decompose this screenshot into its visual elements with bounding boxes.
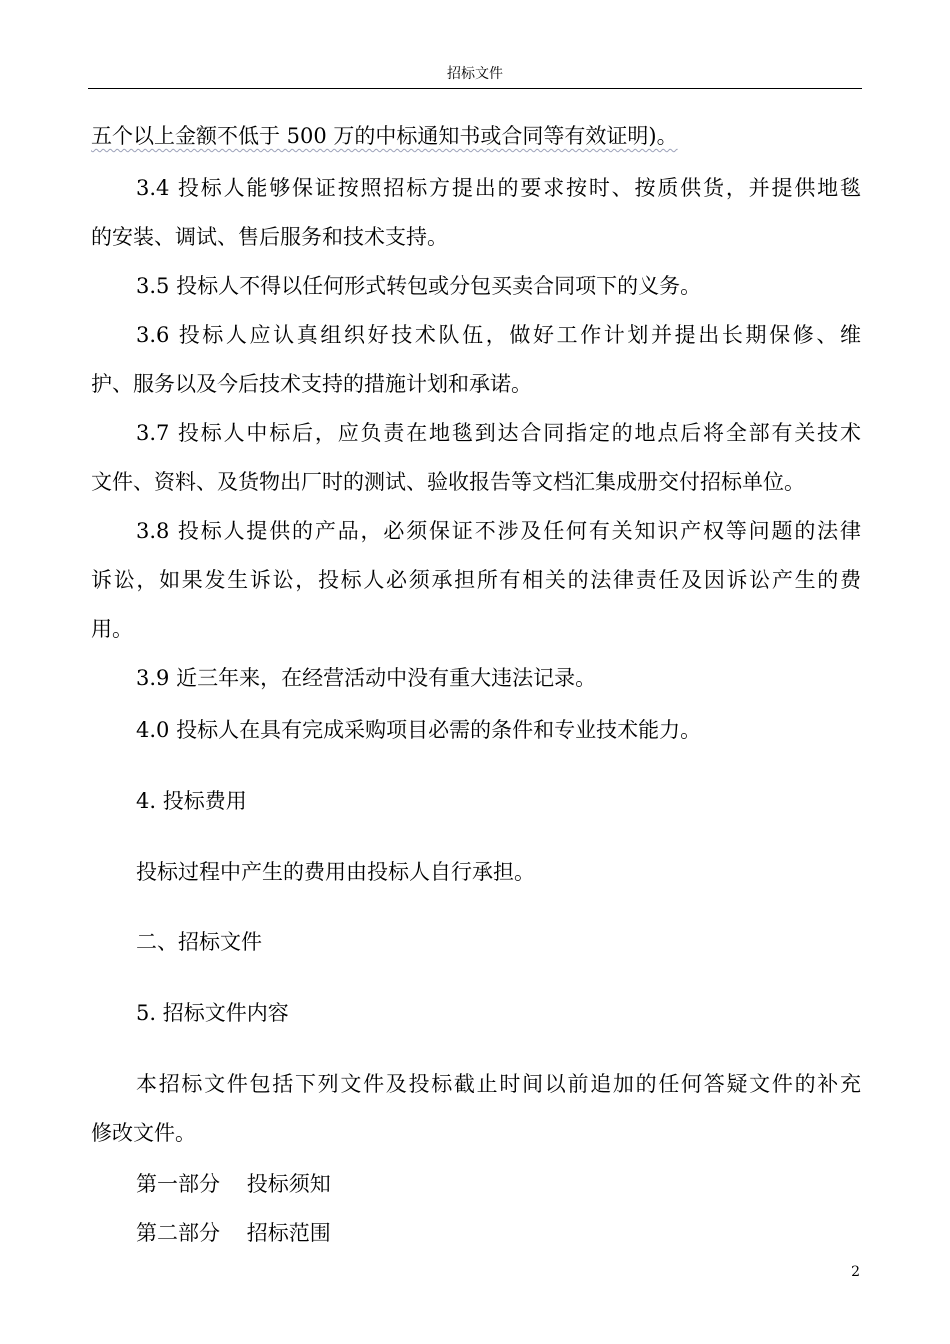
page-number: 2: [851, 1264, 860, 1280]
paragraph-3-9: [91, 654, 861, 703]
text-line: 4.0 投标人在具有完成采购项目必需的条件和专业技术能力。: [136, 718, 702, 742]
text-line: 诉讼，如果发生诉讼，投标人必须承担所有相关的法律责任及因诉讼产生的费: [91, 568, 861, 592]
paragraph-3-6: [91, 311, 861, 409]
text-line: 本招标文件包括下列文件及投标截止时间以前追加的任何答疑文件的补充: [136, 1072, 861, 1096]
paragraph-3-4: [91, 164, 861, 262]
text-line: 第一部分 投标须知: [136, 1172, 331, 1196]
text-line: 第二部分 招标范围: [136, 1221, 331, 1245]
text-line: 的安装、调试、售后服务和技术支持。: [91, 225, 448, 249]
text-line: 3.4 投标人能够保证按照招标方提出的要求按时、按质供货，并提供地毯: [136, 176, 861, 200]
paragraph-continuation: [91, 112, 861, 161]
paragraph-4-0: [91, 706, 861, 755]
text-line: 修改文件。: [91, 1121, 196, 1145]
header-title: 招标文件: [447, 66, 503, 82]
text-line: 二、招标文件: [136, 930, 262, 954]
page-header: [88, 60, 862, 89]
text-line: 用。: [91, 617, 133, 641]
section-heading-tender-docs: [91, 918, 861, 967]
section-heading-tender-contents: [91, 989, 861, 1038]
text-line: 5. 招标文件内容: [136, 1001, 289, 1025]
text-line: 投标过程中产生的费用由投标人自行承担。: [136, 860, 535, 884]
paragraph-tender-contents: [91, 1060, 861, 1158]
text-line: 3.9 近三年来，在经营活动中没有重大违法记录。: [136, 666, 597, 690]
paragraph-3-7: [91, 409, 861, 507]
text-line: 五个以上金额不低于 500 万的中标通知书或合同等有效证明)。: [91, 124, 678, 148]
text-line: 3.5 投标人不得以任何形式转包或分包买卖合同项下的义务。: [136, 274, 702, 298]
list-item-part-one: [91, 1160, 861, 1209]
paragraph-bid-cost: [91, 848, 861, 897]
text-line: 3.7 投标人中标后，应负责在地毯到达合同指定的地点后将全部有关技术: [136, 421, 861, 445]
text-line: 文件、资料、及货物出厂时的测试、验收报告等文档汇集成册交付招标单位。: [91, 470, 805, 494]
list-item-part-two: [91, 1209, 861, 1258]
text-line: 3.8 投标人提供的产品，必须保证不涉及任何有关知识产权等问题的法律: [136, 519, 861, 543]
paragraph-3-5: [91, 262, 861, 311]
text-line: 护、服务以及今后技术支持的措施计划和承诺。: [91, 372, 532, 396]
section-heading-bid-cost: [91, 777, 861, 826]
text-line: 3.6 投标人应认真组织好技术队伍，做好工作计划并提出长期保修、维: [136, 323, 861, 347]
text-line: 4. 投标费用: [136, 789, 247, 813]
paragraph-3-8: [91, 507, 861, 654]
